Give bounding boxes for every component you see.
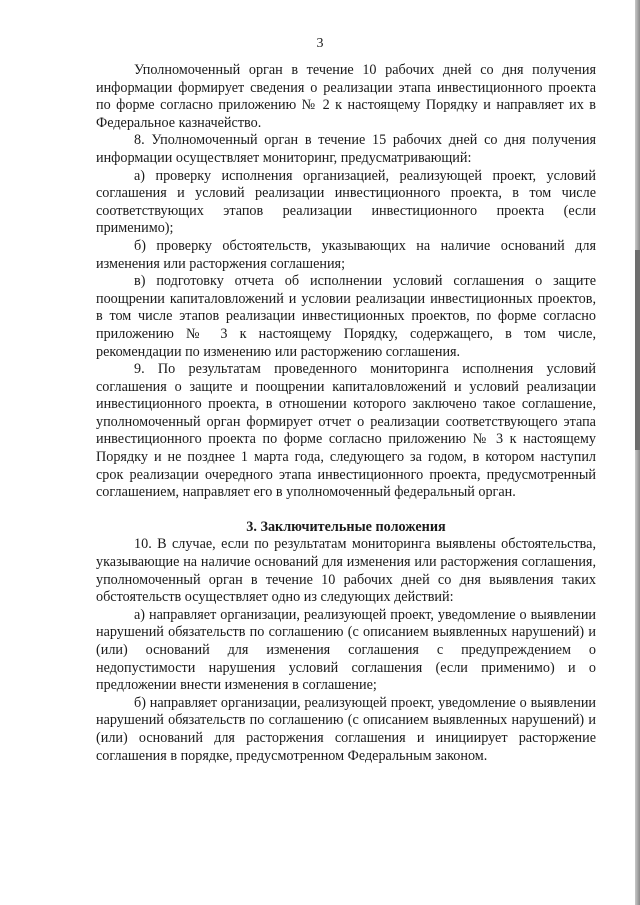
scan-edge-shadow bbox=[635, 0, 640, 905]
paragraph-item-10b: б) направляет организации, реализующей проект, уведомление о выявлении нарушений обязательств по соглашению (с описанием выявленных нарушений) и (или) оснований для расторжения соглашения и инициирует расторжение соглашения в порядке, предусмотренном Федеральным законом. bbox=[96, 694, 596, 764]
paragraph-item-8v: в) подготовку отчета об исполнении условий соглашения о защите поощрении капиталовложений и условии реализации инвестиционных проектов, в том числе этапов реализации инвестиционных проектов, по форме согласно приложению № 3 к настоящему Порядку, содержащего, в том числе, рекомендации по изменению или расторжению соглашения. bbox=[96, 273, 596, 360]
paragraph-item-9: 9. По результатам проведенного мониторинга исполнения условий соглашения о защите и поощрении капиталовложений и условий реализации инвестиционного проекта, в отношении которого заключено такое соглашение, уполномоченный орган формирует отчет о реализации соответствующего этапа инвестиционного проекта по форме согласно приложению № 3 к настоящему Порядку и не позднее 1 марта года, следующего за годом, в котором наступил срок реализации очередного этапа инвестиционного проекта, предусмотренный соглашением, направляет его в уполномоченный федеральный орган. bbox=[96, 361, 596, 501]
paragraph-item-8b: б) проверку обстоятельств, указывающих на наличие оснований для изменения или расторжения соглашения; bbox=[96, 237, 596, 272]
page-number: 3 bbox=[316, 36, 324, 51]
paragraph-notification-treasury: Уполномоченный орган в течение 10 рабочих дней со дня получения информации формирует сведения о реализации этапа инвестиционного проекта по форме согласно приложению № 2 к настоящему Порядку и направляет их в Федеральное казначейство. bbox=[96, 62, 596, 131]
scan-edge-mark bbox=[635, 250, 640, 450]
paragraph-item-10a: а) направляет организации, реализующей проект, уведомление о выявлении нарушений обязательств по соглашению (с описанием выявленных нарушений) и (или) оснований для изменения соглашения с предупреждением о недопустимости нарушения условий соглашения (если применимо) и о предложении внести изменения в соглашение; bbox=[96, 606, 596, 694]
paragraph-item-8a: а) проверку исполнения организацией, реализующей проект, условий соглашения и условий реализации инвестиционного проекта, в том числе соответствующих этапов реализации инвестиционного проекта (если применимо); bbox=[96, 167, 596, 237]
paragraph-item-8: 8. Уполномоченный орган в течение 15 рабочих дней со дня получения информации осуществляет мониторинг, предусматривающий: bbox=[96, 132, 596, 166]
document-body bbox=[96, 62, 596, 765]
section-title: 3. Заключительные положения bbox=[246, 518, 446, 535]
paragraph-item-10: 10. В случае, если по результатам мониторинга выявлены обстоятельства, указывающие на наличие оснований для изменения или расторжения соглашения, уполномоченный орган в течение 10 рабочих дней со дня выявления таких обстоятельств осуществляет одно из следующих действий: bbox=[96, 536, 596, 606]
